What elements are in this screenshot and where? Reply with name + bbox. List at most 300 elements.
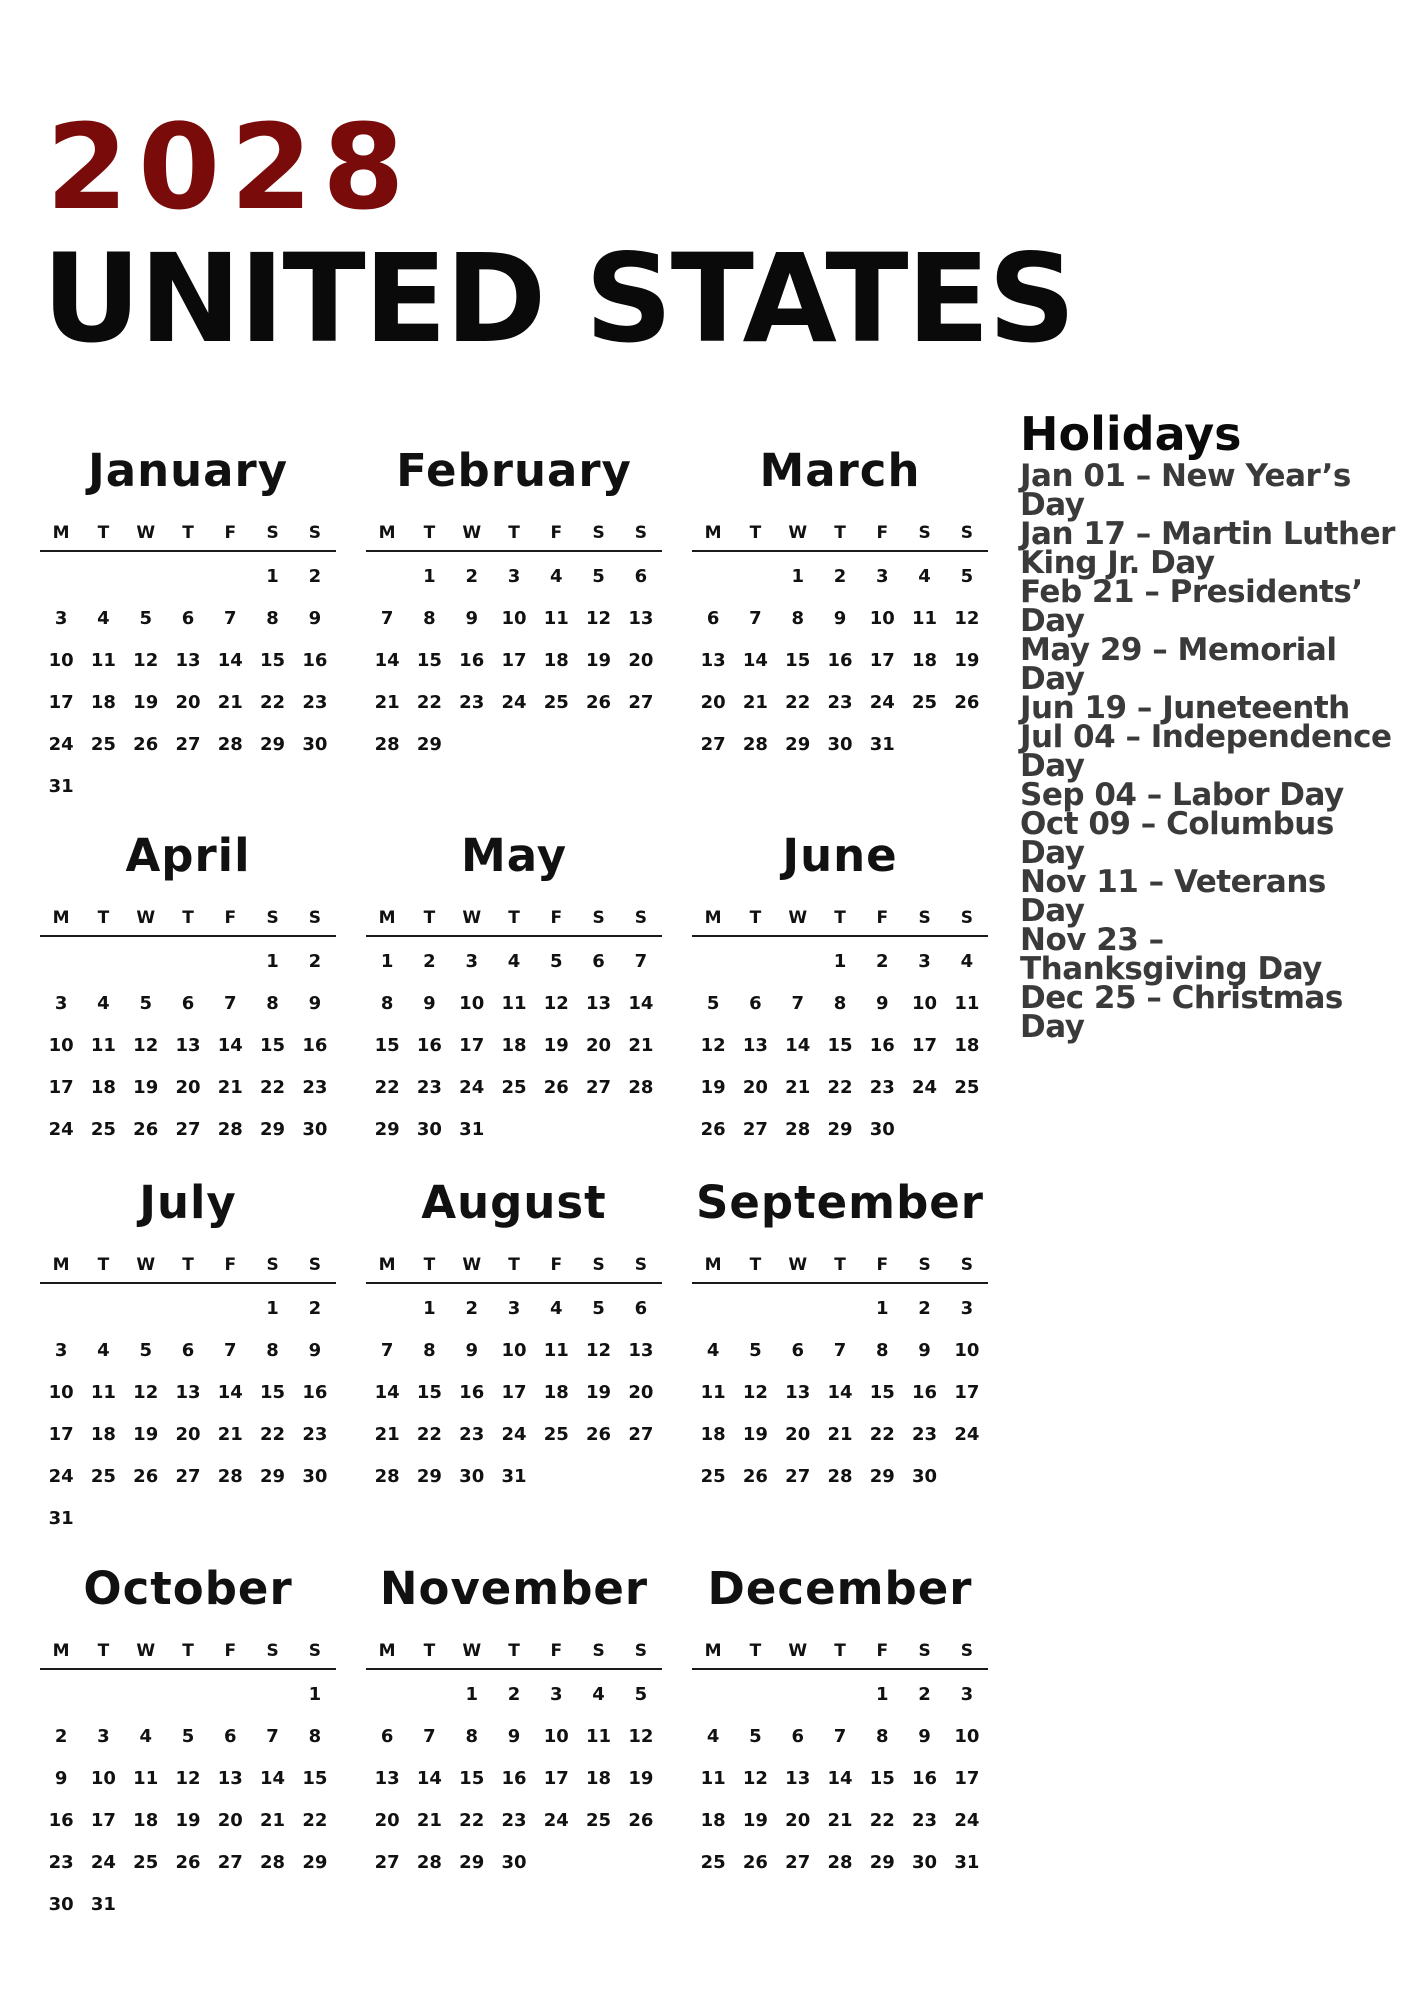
day-cell: 6	[791, 1726, 804, 1747]
day-cell: 18	[700, 1424, 726, 1445]
month-name: August	[421, 1176, 607, 1229]
day-cell: 5	[749, 1340, 762, 1361]
day-cell: 8	[380, 993, 394, 1014]
weekday-header-row	[366, 901, 662, 937]
day-cell: 10	[501, 608, 527, 629]
day-cell: 21	[260, 1810, 286, 1831]
day-cell: 10	[954, 1340, 980, 1361]
day-cell: 8	[266, 1340, 279, 1361]
day-cell: 21	[416, 1810, 442, 1831]
day-cell: 3	[507, 566, 521, 587]
day-cell: 26	[133, 734, 159, 755]
weekday-label: T	[423, 523, 436, 543]
empty-day-cell	[777, 1288, 819, 1330]
weekday-label: S	[266, 1641, 279, 1661]
day-cell: 24	[90, 1852, 116, 1873]
day-cell: 23	[912, 1424, 938, 1445]
day-cell: 7	[749, 608, 762, 629]
day-cell: 23	[48, 1852, 74, 1873]
weekday-label: S	[592, 523, 605, 543]
weekday-label: F	[876, 523, 889, 543]
day-cell: 23	[869, 1077, 895, 1098]
day-cell: 20	[217, 1810, 243, 1831]
weekday-header-row	[366, 1634, 662, 1670]
day-cell: 16	[501, 1768, 527, 1789]
day-cell: 21	[217, 692, 243, 713]
holidays-list	[1020, 458, 1400, 1046]
day-cell: 12	[628, 1726, 654, 1747]
day-cell: 17	[954, 1382, 980, 1403]
weekday-label: S	[308, 908, 321, 928]
day-cell: 13	[175, 1382, 201, 1403]
empty-day-cell	[82, 1288, 124, 1330]
day-cell: 1	[266, 951, 279, 972]
holiday-item: Jun 19 – Juneteenth	[1020, 690, 1350, 727]
day-cell: 24	[459, 1077, 485, 1098]
day-cell: 12	[133, 1382, 159, 1403]
day-cell: 27	[175, 1119, 201, 1140]
empty-day-cell	[734, 556, 776, 598]
day-cell: 4	[139, 1726, 152, 1747]
weekday-label: T	[834, 908, 846, 928]
day-cell: 18	[90, 1424, 116, 1445]
month-name: March	[759, 444, 921, 497]
day-cell: 10	[543, 1726, 569, 1747]
day-cell: 6	[634, 566, 648, 587]
day-cell: 9	[308, 993, 322, 1014]
day-cell: 19	[742, 1424, 768, 1445]
day-cell: 31	[869, 734, 895, 755]
day-cell: 2	[54, 1726, 68, 1747]
day-grid	[366, 556, 662, 766]
day-cell: 3	[960, 1298, 974, 1319]
month-august	[366, 1172, 662, 1498]
weekday-label: F	[224, 1255, 237, 1275]
day-cell: 16	[912, 1382, 938, 1403]
day-cell: 16	[827, 650, 853, 671]
weekday-label: S	[308, 1255, 321, 1275]
weekday-label: M	[52, 1641, 70, 1661]
empty-day-cell	[82, 941, 124, 983]
weekday-label: T	[508, 523, 520, 543]
weekday-label: T	[749, 908, 762, 928]
day-cell: 28	[628, 1077, 654, 1098]
empty-day-cell	[777, 941, 819, 983]
weekday-label: M	[704, 908, 722, 928]
month-may	[366, 825, 662, 1151]
empty-day-cell	[82, 556, 124, 598]
weekday-label: W	[788, 1641, 808, 1661]
weekday-label: S	[266, 908, 279, 928]
day-cell: 30	[302, 1119, 328, 1140]
day-cell: 3	[550, 1684, 563, 1705]
day-cell: 24	[48, 734, 74, 755]
weekday-label: M	[52, 1255, 70, 1275]
holiday-item: Feb 21 – Presidents’ Day	[1020, 574, 1363, 640]
day-cell: 11	[543, 608, 569, 629]
month-name: May	[460, 829, 568, 882]
weekday-label: M	[52, 908, 70, 928]
day-cell: 28	[217, 734, 243, 755]
day-cell: 5	[706, 993, 720, 1014]
day-grid	[692, 556, 988, 766]
day-cell: 3	[54, 993, 68, 1014]
weekday-label: S	[592, 1255, 605, 1275]
day-cell: 10	[48, 650, 74, 671]
month-name: December	[707, 1562, 973, 1615]
month-september	[692, 1172, 988, 1498]
weekday-label: F	[876, 1641, 889, 1661]
day-cell: 15	[869, 1768, 895, 1789]
day-cell: 20	[628, 650, 654, 671]
day-cell: 17	[459, 1035, 485, 1056]
day-cell: 19	[700, 1077, 726, 1098]
weekday-label: T	[834, 523, 846, 543]
weekday-header-row	[366, 1248, 662, 1284]
day-grid	[40, 1674, 336, 1926]
day-cell: 13	[628, 608, 654, 629]
day-cell: 19	[543, 1035, 569, 1056]
day-cell: 17	[869, 650, 895, 671]
day-cell: 11	[501, 993, 527, 1014]
empty-day-cell	[125, 1674, 167, 1716]
day-cell: 2	[507, 1684, 521, 1705]
day-cell: 20	[586, 1035, 612, 1056]
holidays-panel	[1020, 407, 1400, 1046]
weekday-label: W	[136, 1641, 156, 1661]
day-cell: 3	[54, 1340, 68, 1361]
empty-day-cell	[167, 1674, 209, 1716]
day-cell: 29	[827, 1119, 853, 1140]
day-cell: 3	[54, 608, 68, 629]
weekday-label: S	[960, 1255, 973, 1275]
weekday-header-row	[692, 1634, 988, 1670]
day-cell: 13	[374, 1768, 400, 1789]
weekday-label: S	[634, 1641, 647, 1661]
weekday-label: M	[704, 1641, 722, 1661]
day-cell: 27	[217, 1852, 243, 1873]
holiday-item: Sep 04 – Labor Day	[1020, 777, 1344, 814]
day-cell: 24	[912, 1077, 938, 1098]
day-cell: 25	[700, 1466, 726, 1487]
day-cell: 21	[628, 1035, 654, 1056]
weekday-label: T	[834, 1641, 846, 1661]
day-cell: 31	[459, 1119, 485, 1140]
day-cell: 27	[700, 734, 726, 755]
empty-day-cell	[408, 1674, 450, 1716]
day-cell: 16	[869, 1035, 895, 1056]
day-cell: 30	[416, 1119, 442, 1140]
day-cell: 14	[827, 1768, 853, 1789]
month-name: January	[87, 444, 289, 497]
day-cell: 2	[465, 1298, 478, 1319]
day-cell: 27	[742, 1119, 768, 1140]
day-cell: 16	[48, 1810, 74, 1831]
day-cell: 5	[592, 1298, 605, 1319]
day-cell: 21	[785, 1077, 811, 1098]
day-cell: 5	[139, 993, 152, 1014]
weekday-label: T	[423, 908, 436, 928]
day-cell: 27	[628, 1424, 654, 1445]
day-cell: 29	[869, 1852, 895, 1873]
weekday-label: S	[308, 1641, 321, 1661]
month-name: September	[696, 1176, 984, 1229]
day-cell: 25	[133, 1852, 159, 1873]
day-cell: 15	[869, 1382, 895, 1403]
weekday-label: F	[224, 523, 237, 543]
day-cell: 8	[423, 608, 436, 629]
day-cell: 29	[260, 1466, 286, 1487]
day-cell: 20	[628, 1382, 654, 1403]
day-cell: 26	[742, 1852, 768, 1873]
day-cell: 16	[459, 1382, 485, 1403]
day-cell: 13	[175, 650, 201, 671]
month-october	[40, 1558, 336, 1926]
weekday-header-row	[692, 1248, 988, 1284]
day-cell: 1	[266, 566, 279, 587]
day-cell: 23	[459, 1424, 485, 1445]
day-cell: 13	[628, 1340, 654, 1361]
day-cell: 30	[459, 1466, 485, 1487]
day-cell: 12	[175, 1768, 201, 1789]
day-cell: 23	[302, 692, 328, 713]
day-cell: 16	[302, 1035, 328, 1056]
day-cell: 29	[374, 1119, 400, 1140]
day-cell: 27	[586, 1077, 612, 1098]
day-cell: 14	[217, 1035, 243, 1056]
empty-day-cell	[366, 1674, 408, 1716]
weekday-label: S	[960, 908, 973, 928]
day-cell: 19	[175, 1810, 201, 1831]
day-cell: 17	[501, 650, 527, 671]
day-cell: 19	[742, 1810, 768, 1831]
empty-day-cell	[209, 556, 251, 598]
day-grid	[366, 1288, 662, 1498]
month-december	[692, 1558, 988, 1884]
day-cell: 21	[742, 692, 768, 713]
day-cell: 17	[912, 1035, 938, 1056]
month-name: June	[782, 829, 898, 882]
day-cell: 11	[586, 1726, 612, 1747]
weekday-label: S	[592, 908, 605, 928]
weekday-label: M	[378, 1641, 396, 1661]
day-cell: 2	[918, 1298, 931, 1319]
day-cell: 19	[586, 650, 612, 671]
day-cell: 31	[501, 1466, 527, 1487]
day-cell: 30	[912, 1466, 938, 1487]
weekday-label: W	[136, 1255, 156, 1275]
day-cell: 9	[308, 1340, 322, 1361]
weekday-label: F	[224, 1641, 237, 1661]
month-november	[366, 1558, 662, 1884]
day-cell: 2	[308, 1298, 322, 1319]
day-cell: 17	[48, 1424, 74, 1445]
day-cell: 24	[954, 1424, 980, 1445]
weekday-label: W	[462, 523, 482, 543]
day-cell: 18	[586, 1768, 612, 1789]
day-cell: 27	[628, 692, 654, 713]
day-cell: 21	[217, 1424, 243, 1445]
weekday-label: W	[136, 908, 156, 928]
day-cell: 12	[543, 993, 569, 1014]
day-cell: 3	[507, 1298, 521, 1319]
day-cell: 28	[827, 1852, 853, 1873]
weekday-label: T	[508, 1641, 520, 1661]
day-cell: 18	[954, 1035, 980, 1056]
day-grid	[692, 1674, 988, 1884]
holiday-item: May 29 – Memorial Day	[1020, 632, 1337, 698]
day-cell: 24	[954, 1810, 980, 1831]
day-cell: 18	[90, 1077, 116, 1098]
day-cell: 3	[97, 1726, 110, 1747]
day-cell: 14	[217, 1382, 243, 1403]
day-cell: 7	[224, 1340, 237, 1361]
weekday-label: S	[918, 908, 931, 928]
day-cell: 22	[260, 1077, 286, 1098]
day-cell: 7	[224, 993, 237, 1014]
day-cell: 6	[706, 608, 720, 629]
weekday-label: M	[704, 523, 722, 543]
day-cell: 8	[876, 1340, 889, 1361]
weekday-label: T	[749, 1641, 762, 1661]
weekday-label: S	[592, 1641, 605, 1661]
day-cell: 1	[791, 566, 804, 587]
day-grid	[40, 556, 336, 808]
month-june	[692, 825, 988, 1151]
day-cell: 12	[133, 1035, 159, 1056]
day-cell: 10	[912, 993, 938, 1014]
day-cell: 14	[260, 1768, 286, 1789]
day-cell: 24	[869, 692, 895, 713]
day-cell: 12	[586, 608, 612, 629]
day-cell: 16	[416, 1035, 442, 1056]
day-cell: 16	[302, 1382, 328, 1403]
day-cell: 22	[869, 1424, 895, 1445]
day-cell: 5	[550, 951, 563, 972]
holiday-item: Jul 04 – Independence Day	[1020, 719, 1392, 785]
weekday-label: S	[308, 523, 321, 543]
weekday-header-row	[40, 1248, 336, 1284]
day-cell: 17	[90, 1810, 116, 1831]
day-cell: 10	[48, 1382, 74, 1403]
holiday-item: Nov 23 – Thanksgiving Day	[1020, 922, 1322, 988]
day-cell: 9	[507, 1726, 521, 1747]
weekday-label: T	[97, 908, 110, 928]
day-cell: 18	[133, 1810, 159, 1831]
day-cell: 28	[260, 1852, 286, 1873]
weekday-label: S	[266, 523, 279, 543]
day-cell: 25	[543, 1424, 569, 1445]
day-cell: 10	[954, 1726, 980, 1747]
day-grid	[40, 1288, 336, 1540]
day-cell: 26	[700, 1119, 726, 1140]
year-title: 2028	[46, 98, 415, 236]
weekday-label: W	[788, 908, 808, 928]
empty-day-cell	[777, 1674, 819, 1716]
day-cell: 6	[224, 1726, 237, 1747]
day-cell: 29	[416, 734, 442, 755]
day-cell: 19	[133, 1424, 159, 1445]
weekday-label: T	[834, 1255, 846, 1275]
day-cell: 28	[416, 1852, 442, 1873]
empty-day-cell	[125, 941, 167, 983]
day-cell: 1	[266, 1298, 279, 1319]
weekday-label: F	[550, 1255, 563, 1275]
day-cell: 28	[785, 1119, 811, 1140]
day-cell: 10	[48, 1035, 74, 1056]
weekday-label: S	[960, 1641, 973, 1661]
weekday-label: T	[97, 523, 110, 543]
empty-day-cell	[692, 556, 734, 598]
day-cell: 21	[217, 1077, 243, 1098]
day-cell: 5	[960, 566, 974, 587]
day-cell: 1	[380, 951, 394, 972]
day-cell: 4	[592, 1684, 605, 1705]
month-april	[40, 825, 336, 1151]
day-cell: 1	[423, 566, 436, 587]
weekday-label: F	[876, 1255, 889, 1275]
day-cell: 10	[459, 993, 485, 1014]
day-cell: 27	[175, 1466, 201, 1487]
day-cell: 7	[833, 1726, 847, 1747]
weekday-label: T	[97, 1255, 110, 1275]
day-cell: 22	[260, 692, 286, 713]
day-cell: 25	[90, 1466, 116, 1487]
day-cell: 28	[827, 1466, 853, 1487]
holiday-item: Nov 11 – Veterans Day	[1020, 864, 1326, 930]
day-cell: 25	[700, 1852, 726, 1873]
weekday-label: W	[788, 1255, 808, 1275]
day-cell: 16	[302, 650, 328, 671]
day-cell: 14	[785, 1035, 811, 1056]
empty-day-cell	[40, 556, 82, 598]
day-cell: 15	[827, 1035, 853, 1056]
day-cell: 25	[543, 692, 569, 713]
weekday-header-row	[692, 516, 988, 552]
day-cell: 12	[954, 608, 980, 629]
empty-day-cell	[40, 941, 82, 983]
day-cell: 5	[749, 1726, 762, 1747]
day-cell: 18	[543, 650, 569, 671]
empty-day-cell	[209, 1674, 251, 1716]
day-cell: 30	[912, 1852, 938, 1873]
day-grid	[366, 941, 662, 1151]
weekday-label: T	[182, 1255, 194, 1275]
day-cell: 4	[706, 1340, 720, 1361]
day-cell: 9	[308, 608, 322, 629]
day-cell: 12	[586, 1340, 612, 1361]
day-cell: 20	[700, 692, 726, 713]
day-cell: 25	[90, 1119, 116, 1140]
day-cell: 27	[374, 1852, 400, 1873]
day-cell: 19	[133, 1077, 159, 1098]
day-cell: 2	[308, 951, 322, 972]
empty-day-cell	[734, 941, 776, 983]
day-cell: 27	[785, 1466, 811, 1487]
day-cell: 11	[90, 1382, 116, 1403]
day-cell: 6	[380, 1726, 394, 1747]
empty-day-cell	[167, 1288, 209, 1330]
day-cell: 2	[876, 951, 889, 972]
country-title: UNITED STATES	[42, 228, 1074, 370]
day-cell: 20	[785, 1424, 811, 1445]
day-cell: 24	[501, 692, 527, 713]
day-cell: 29	[459, 1852, 485, 1873]
day-cell: 9	[876, 993, 889, 1014]
day-cell: 31	[48, 776, 74, 797]
day-cell: 3	[918, 951, 931, 972]
weekday-label: F	[550, 1641, 563, 1661]
